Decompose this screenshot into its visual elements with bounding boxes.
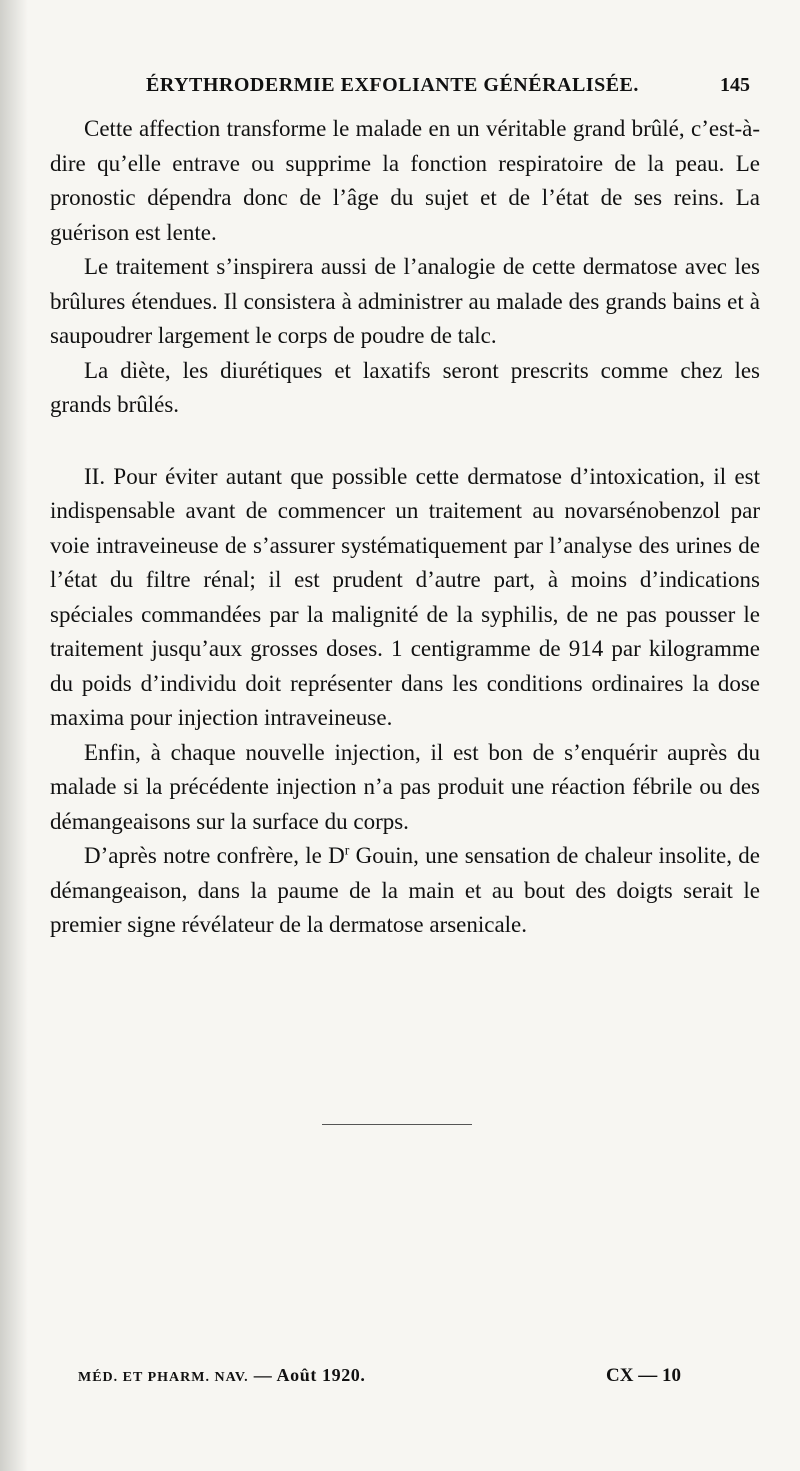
journal-abbrev: MÉD. ET PHARM. NAV.: [78, 1370, 249, 1385]
paragraph-gouin-sign: [50, 839, 760, 943]
footer-signature: CX — 10: [606, 1365, 681, 1386]
doctor-abbrev-superscript: r: [344, 842, 350, 858]
paragraph-prevention: II. Pour éviter autant que possible cette dermatose d’intoxication, il est indispensable avant de commencer un traitement au novarsénobenzol par voie intraveineuse de s’assurer systématiquement par l’analyse des urines de l’état du filtre rénal; il est prudent d’autre part, à moins d’indications spéciales commandées par la malignité de la syphilis, de ne pas pousser le traitement jusqu’aux grosses doses. 1 centigramme de 914 par kilogramme du poids d’individu doit représenter dans les conditions ordinaires la dose maxima pour injection intraveineuse.: [50, 463, 760, 730]
page-edge-shadow: [0, 0, 28, 1471]
running-title: ÉRYTHRODERMIE EXFOLIANTE GÉNÉRALISÉE.: [146, 74, 639, 96]
paragraph-prognosis: Cette affection transforme le malade en un véritable grand brûlé, c’est-à-dire qu’elle entrave ou supprime la fonction respiratoire de la peau. Le pronostic dépendra donc de l’âge du sujet et de l’état de ses reins. La guérison est lente.: [50, 116, 760, 245]
page-header: [0, 66, 800, 102]
page-footer: [0, 1365, 800, 1395]
footer-journal: [78, 1365, 366, 1386]
gouin-text-start: D’après notre confrère, le D: [84, 843, 345, 868]
gouin-text-end: Gouin, une sensation de chaleur insolite, de démangeaison, dans la paume de la main et au bout des doigts serait le premier signe révélateur de la dermatose arsenicale.: [50, 843, 760, 937]
paragraph-followup: Enfin, à chaque nouvelle injection, il est bon de s’enquérir auprès du malade si la précédente injection n’a pas produit une réaction fébrile ou des démangeaisons sur la surface du corps.: [50, 739, 760, 834]
page-number: 145: [720, 74, 750, 96]
paragraph-treatment: Le traitement s’inspirera aussi de l’analogie de cette dermatose avec les brûlures étendues. Il consistera à administrer au malade des grands bains et à saupoudrer largement le corps de poudre de talc.: [50, 254, 760, 348]
footer-date: — Août 1920.: [253, 1365, 366, 1385]
paragraph-diet: La diète, les diurétiques et laxatifs seront prescrits comme chez les grands brûlés.: [50, 357, 760, 417]
end-rule: [322, 1124, 472, 1125]
section-gap: [50, 423, 760, 460]
article-body: [50, 112, 760, 943]
